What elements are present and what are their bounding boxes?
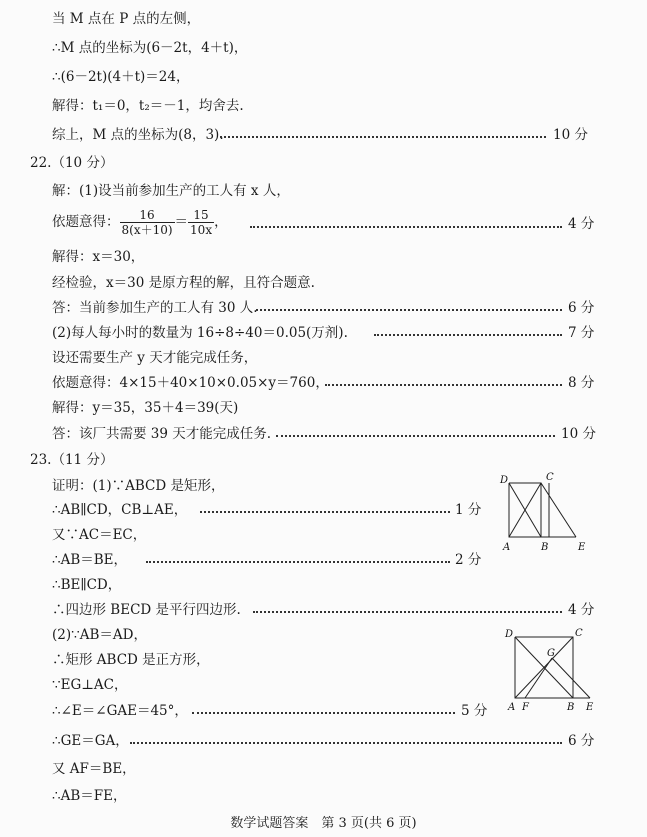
label-a: A — [508, 702, 516, 712]
dot-leader — [325, 384, 562, 386]
solution-line: 又 AF＝BE， — [52, 761, 136, 777]
score-mark: 5 分 — [461, 703, 488, 719]
solution-line: ∴BE∥CD， — [52, 577, 122, 593]
label-c: C — [546, 472, 554, 483]
dot-leader — [130, 742, 562, 744]
solution-line: 又∵AC＝EC， — [52, 527, 147, 543]
score-mark: 6 分 — [568, 300, 595, 316]
solution-line: 答：当前参加生产的工人有 30 人. — [52, 300, 258, 316]
dot-leader — [146, 561, 450, 563]
solution-line: ∴AB∥CD，CB⊥AE， — [52, 502, 188, 518]
fraction-denominator: 10x — [190, 223, 213, 237]
solution-line: 证明：(1)∵ABCD 是矩形， — [52, 478, 225, 494]
equation-line — [52, 206, 228, 238]
geometry-figure-2 — [500, 622, 600, 712]
label-e: E — [578, 542, 586, 553]
score-mark: 4 分 — [568, 602, 595, 618]
solution-line: 答：该厂共需要 39 天才能完成任务. — [52, 426, 272, 442]
solution-line: ∴GE＝GA， — [52, 733, 129, 749]
dot-leader — [192, 712, 455, 714]
solution-line: ∴AB＝FE， — [52, 788, 127, 804]
equation-prefix: 依题意得： — [52, 214, 120, 230]
solution-line: 当 M 点在 P 点的左侧， — [52, 11, 201, 27]
segment-ce — [541, 483, 576, 537]
solution-line: (2)∵AB＝AD， — [52, 627, 147, 643]
score-mark: 10 分 — [561, 426, 596, 442]
dot-leader — [276, 435, 555, 437]
fraction-denominator: 8(x＋10) — [121, 223, 173, 237]
fraction — [188, 208, 214, 237]
page-footer: 数学试题答案 第 3 页(共 6 页) — [230, 816, 417, 831]
question-number: 22.（10 分） — [30, 155, 114, 171]
solution-line: 解得：x＝30， — [52, 249, 145, 265]
solution-line: ∴(6－2t)(4＋t)＝24， — [52, 69, 190, 85]
score-mark: 10 分 — [553, 127, 588, 143]
label-d: D — [500, 475, 509, 486]
geometry-figure-1 — [494, 470, 594, 555]
solution-line: 解得：y＝35，35＋4＝39(天) — [52, 400, 239, 416]
question-number: 23.（11 分） — [30, 452, 114, 468]
equation-suffix: ， — [214, 214, 228, 230]
label-c: C — [575, 628, 583, 639]
label-b: B — [567, 702, 575, 712]
solution-line: ∴AB＝BE， — [52, 552, 128, 568]
dot-leader — [250, 226, 562, 228]
solution-line: 依题意得：4×15＋40×10×0.05×y＝760， — [52, 375, 329, 391]
label-b: B — [541, 542, 549, 553]
fraction-numerator: 15 — [188, 208, 214, 223]
label-e: E — [586, 702, 594, 712]
dot-leader — [220, 136, 546, 138]
segment-ge — [552, 658, 590, 698]
score-mark: 7 分 — [568, 325, 595, 341]
solution-line: ∴矩形 ABCD 是正方形， — [52, 652, 210, 668]
score-mark: 1 分 — [455, 502, 482, 518]
score-mark: 6 分 — [568, 733, 595, 749]
score-mark: 8 分 — [568, 375, 595, 391]
dot-leader — [256, 309, 562, 311]
score-mark: 2 分 — [455, 552, 482, 568]
score-mark: 4 分 — [568, 216, 595, 232]
solution-line: 设还需要生产 y 天才能完成任务， — [52, 350, 258, 366]
label-f: F — [522, 702, 529, 712]
dot-leader — [374, 334, 562, 336]
segment-fg — [525, 658, 552, 698]
label-d: D — [505, 629, 514, 640]
solution-line: ∵EG⊥AC， — [52, 677, 128, 693]
solution-line: 解得：t₁＝0，t₂＝－1，均舍去. — [52, 98, 244, 114]
solution-line: ∴四边形 BECD 是平行四边形. — [52, 602, 241, 618]
solution-line: (2)每人每小时的数量为 16÷8÷40＝0.05(万剂). — [52, 325, 348, 341]
fraction — [120, 208, 175, 237]
solution-line: ∴M 点的坐标为(6－2t，4＋t)， — [52, 40, 248, 56]
dot-leader — [200, 511, 450, 513]
solution-line: 解：(1)设当前参加生产的工人有 x 人， — [52, 183, 290, 199]
fraction-numerator: 16 — [120, 208, 175, 223]
solution-line: 经检验，x＝30 是原方程的解，且符合题意. — [52, 275, 315, 291]
solution-line: 综上，M 点的坐标为(8，3). — [52, 127, 224, 143]
dot-leader — [253, 611, 562, 613]
equals-sign: ＝ — [174, 214, 189, 230]
label-g: G — [547, 648, 555, 659]
solution-line: ∴∠E＝∠GAE＝45°， — [52, 703, 188, 719]
label-a: A — [503, 542, 511, 553]
